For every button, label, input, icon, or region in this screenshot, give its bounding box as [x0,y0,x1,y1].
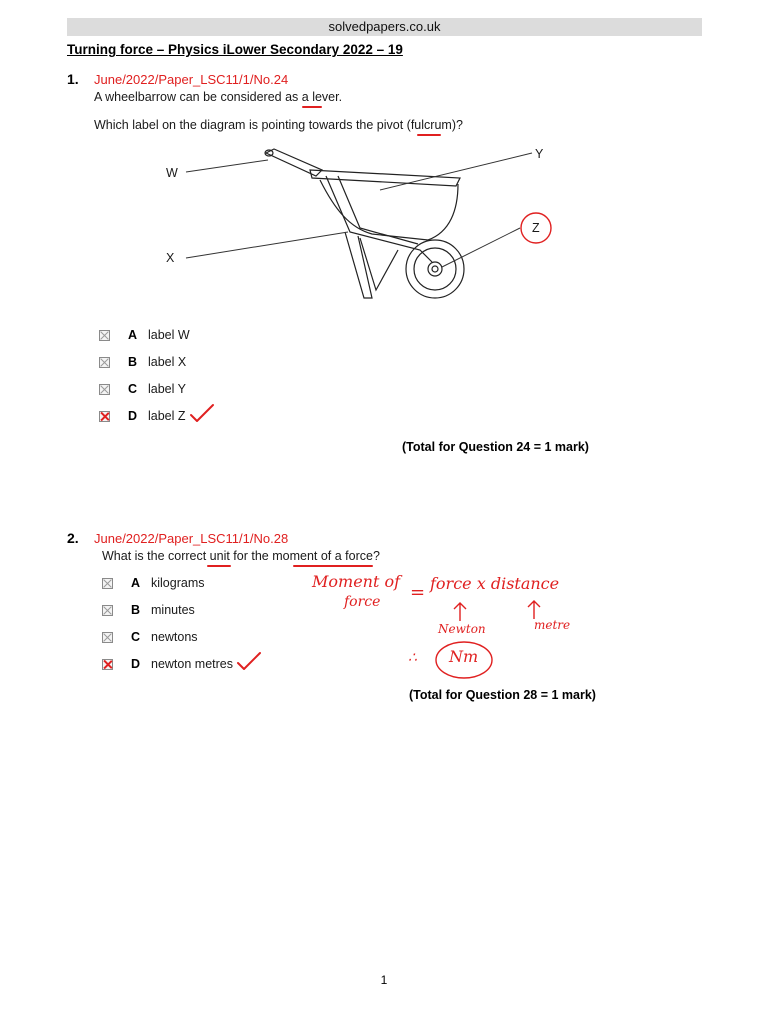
diagram-label-w: W [166,166,178,180]
q2-option-d-text: newton metres [151,657,233,671]
q1-option-b-text: label X [148,355,187,369]
question-1-reference: June/2022/Paper_LSC11/1/No.24 [94,72,289,87]
wheelbarrow-diagram [150,140,590,310]
fulcrum-underline [417,134,441,136]
q2-option-d-checkbox[interactable] [102,659,113,670]
q1-option-c-letter: C [128,382,138,396]
q1-option-d-text: label Z [148,409,186,423]
unit-underline [207,565,231,567]
question-2-total: (Total for Question 28 = 1 mark) [409,688,596,702]
annotation-answer: Nm [449,647,479,666]
q2-option-b-checkbox[interactable] [102,605,113,616]
question-1-statement: A wheelbarrow can be considered as a lever. [94,90,343,104]
annotation-newton: Newton [438,622,486,636]
q2-option-c-text: newtons [151,630,198,644]
diagram-label-z: Z [532,221,540,235]
annotation-equals: = [410,582,426,603]
q2-option-a-text: kilograms [151,576,205,590]
arrow-up-icon [524,598,544,620]
question-1-total: (Total for Question 24 = 1 mark) [402,440,589,454]
question-2-prompt: What is the correct unit for the moment of a force? [102,549,380,563]
site-header: solvedpapers.co.uk [67,18,702,36]
arrow-up-icon [450,600,470,622]
q1-option-a-text: label W [148,328,190,342]
q2-option-c-letter: C [131,630,141,644]
q2-option-b-letter: B [131,603,141,617]
q2-option-d-letter: D [131,657,141,671]
annotation-force: force [344,594,381,610]
q1-option-b-letter: B [128,355,138,369]
page-number: 1 [380,973,388,987]
question-1-number: 1. [67,71,79,87]
question-1-prompt: Which label on the diagram is pointing towards the pivot (fulcrum)? [94,118,463,132]
q2-option-c-checkbox[interactable] [102,632,113,643]
q1-option-c-text: label Y [148,382,186,396]
annotation-metre: metre [534,618,571,632]
question-2-number: 2. [67,530,79,546]
q2-option-b-text: minutes [151,603,195,617]
q1-option-d-checkbox[interactable] [99,411,110,422]
check-mark-icon [189,403,215,423]
diagram-label-x: X [166,251,175,265]
moment-underline [293,565,373,567]
q2-option-a-checkbox[interactable] [102,578,113,589]
annotation-moment-of: Moment of [312,572,401,591]
q1-option-b-checkbox[interactable] [99,357,110,368]
page-title: Turning force – Physics iLower Secondary 2022 – 19 [67,42,403,57]
q1-option-d-letter: D [128,409,138,423]
check-mark-icon [236,651,262,671]
q2-option-a-letter: A [131,576,141,590]
lever-underline [302,106,322,108]
annotation-therefore: ∴ [408,650,417,666]
q1-option-a-checkbox[interactable] [99,330,110,341]
q1-option-c-checkbox[interactable] [99,384,110,395]
annotation-formula: force x distance [430,574,560,593]
diagram-label-y: Y [535,147,544,161]
q1-option-a-letter: A [128,328,138,342]
question-2-reference: June/2022/Paper_LSC11/1/No.28 [94,531,289,546]
